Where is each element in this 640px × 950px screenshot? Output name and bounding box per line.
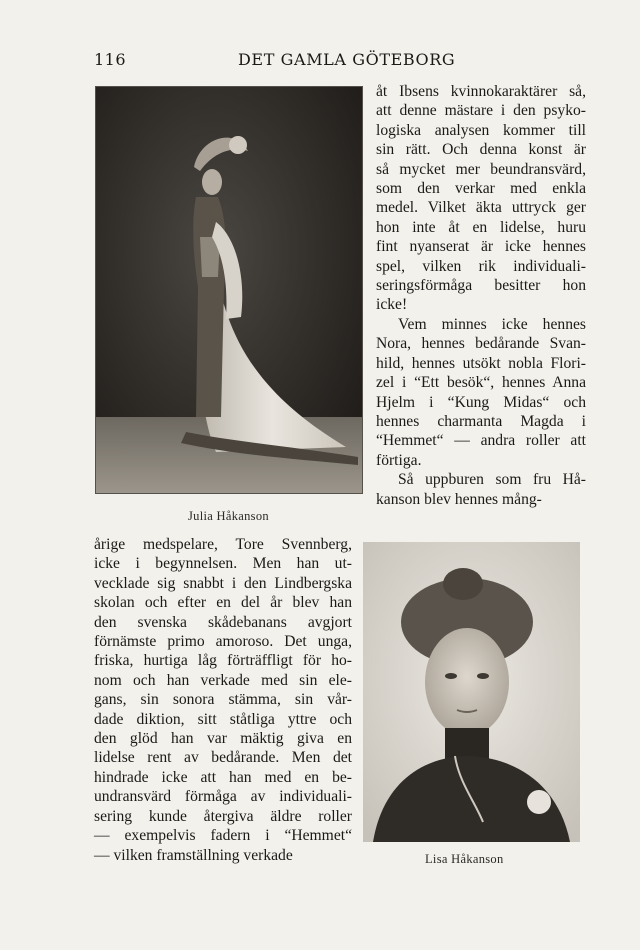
- text-line: seringsförmåga besitter hon: [376, 277, 586, 295]
- photo-julia-hakanson: [95, 86, 363, 494]
- text-line: den glöd han var mäktig giva en: [94, 730, 352, 748]
- text-line: nom och han verkade med sin ele-: [94, 671, 352, 689]
- text-line: fint nyanserat är icke hennes: [376, 238, 586, 256]
- text-line: friska, hurtiga låg förträffligt för ho-: [94, 652, 352, 670]
- text-line: sering kunde återgiva äldre roller: [94, 807, 352, 825]
- text-line: att denne mästare i den psyko-: [376, 102, 586, 120]
- text-line: Hjelm i “Kung Midas“ och: [376, 393, 586, 411]
- text-line: — exempelvis fadern i “Hemmet“: [94, 827, 352, 845]
- text-line: årige medspelare, Tore Svennberg,: [94, 536, 352, 553]
- text-line: som den verkar med enkla: [376, 180, 586, 198]
- text-line: vecklade sig snabbt i den Lindbergska: [94, 574, 352, 592]
- bottom-left-text: [94, 535, 352, 865]
- text-line: spel, vilken rik individuali-: [376, 257, 586, 275]
- text-line: Vem minnes icke hennes: [398, 315, 586, 333]
- text-line: logiska analysen kommer till: [376, 121, 586, 139]
- running-title: DET GAMLA GÖTEBORG: [238, 50, 456, 69]
- text-line: icke i begynnelsen. Men han ut-: [94, 555, 352, 573]
- text-line: gans, sin sonora stämma, sin vår-: [94, 691, 352, 709]
- text-line: så mycket mer beundransvärd,: [376, 160, 586, 178]
- text-line: kanson blev hennes mång-: [376, 490, 542, 508]
- text-line: hild, hennes utsökt nobla Flori-: [376, 354, 586, 372]
- text-line: åt Ibsens kvinnokaraktärer så,: [376, 83, 586, 100]
- text-line: hindrade icke att han med en be-: [94, 768, 352, 786]
- text-line: undransvärd förmåga av individuali-: [94, 788, 352, 806]
- text-line: Nora, hennes bedårande Svan-: [376, 335, 586, 353]
- text-line: hon inte åt en lidelse, huru: [376, 218, 586, 236]
- right-column-text: [376, 82, 586, 509]
- page-header: [0, 50, 640, 72]
- text-line: hennes charmanta Magda i: [376, 412, 586, 430]
- text-line: “Hemmet“ — andra roller att: [376, 432, 586, 450]
- text-line: sin rätt. Och denna konst är: [376, 141, 586, 159]
- text-line: förnämste primo amoroso. Det unga,: [94, 633, 352, 651]
- text-line: icke!: [376, 296, 408, 314]
- text-line: den svenska skådebanans avgjort: [94, 613, 352, 631]
- text-line: lidelse rent av bedårande. Men det: [94, 749, 352, 767]
- text-line: zel i “Ett besök“, hennes Anna: [376, 374, 586, 392]
- photo-lisa-hakanson: [363, 542, 580, 842]
- text-line: medel. Vilket äkta uttryck ger: [376, 199, 586, 217]
- text-line: förtiga.: [376, 451, 422, 469]
- text-line: skolan och efter en del år blev han: [94, 594, 352, 612]
- text-line: Så uppburen som fru Hå-: [398, 471, 586, 489]
- caption-lisa: Lisa Håkanson: [425, 852, 504, 866]
- page-number: 116: [94, 50, 127, 69]
- text-line: — vilken framställning verkade: [94, 846, 293, 864]
- caption-julia: Julia Håkanson: [188, 509, 269, 523]
- text-line: dade diktion, sitt ståtliga yttre och: [94, 710, 352, 728]
